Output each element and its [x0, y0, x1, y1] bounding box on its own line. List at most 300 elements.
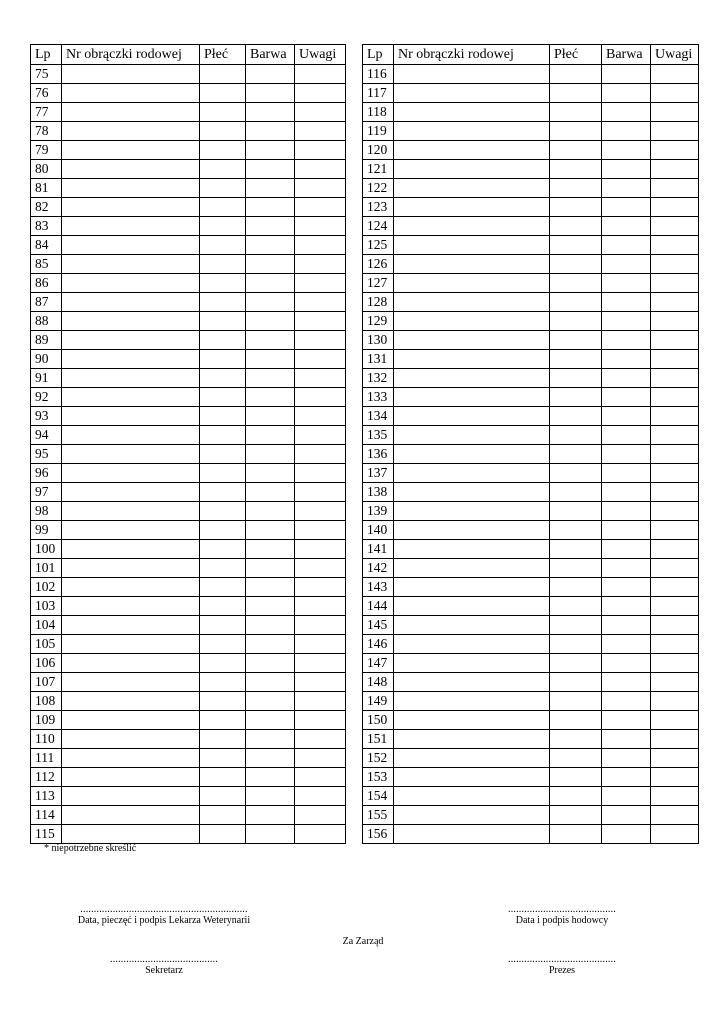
sex-cell[interactable] — [200, 806, 246, 825]
color-cell[interactable] — [602, 388, 651, 407]
color-cell[interactable] — [602, 217, 651, 236]
notes-cell[interactable] — [295, 179, 346, 198]
color-cell[interactable] — [602, 654, 651, 673]
notes-cell[interactable] — [651, 483, 699, 502]
sex-cell[interactable] — [200, 692, 246, 711]
ring-number-cell[interactable] — [62, 426, 200, 445]
sex-cell[interactable] — [200, 483, 246, 502]
sex-cell[interactable] — [550, 293, 602, 312]
color-cell[interactable] — [602, 293, 651, 312]
sex-cell[interactable] — [550, 464, 602, 483]
sex-cell[interactable] — [550, 369, 602, 388]
notes-cell[interactable] — [295, 635, 346, 654]
ring-number-cell[interactable] — [62, 65, 200, 84]
notes-cell[interactable] — [651, 806, 699, 825]
color-cell[interactable] — [602, 673, 651, 692]
ring-number-cell[interactable] — [394, 692, 550, 711]
notes-cell[interactable] — [651, 331, 699, 350]
ring-number-cell[interactable] — [62, 255, 200, 274]
sex-cell[interactable] — [550, 312, 602, 331]
sex-cell[interactable] — [550, 654, 602, 673]
notes-cell[interactable] — [295, 749, 346, 768]
notes-cell[interactable] — [295, 692, 346, 711]
sex-cell[interactable] — [200, 673, 246, 692]
color-cell[interactable] — [602, 806, 651, 825]
notes-cell[interactable] — [295, 559, 346, 578]
sex-cell[interactable] — [550, 122, 602, 141]
sex-cell[interactable] — [200, 464, 246, 483]
color-cell[interactable] — [602, 502, 651, 521]
ring-number-cell[interactable] — [394, 502, 550, 521]
ring-number-cell[interactable] — [394, 540, 550, 559]
color-cell[interactable] — [246, 578, 295, 597]
color-cell[interactable] — [246, 122, 295, 141]
notes-cell[interactable] — [295, 103, 346, 122]
notes-cell[interactable] — [295, 84, 346, 103]
color-cell[interactable] — [246, 787, 295, 806]
sex-cell[interactable] — [200, 236, 246, 255]
color-cell[interactable] — [246, 293, 295, 312]
notes-cell[interactable] — [295, 331, 346, 350]
notes-cell[interactable] — [651, 616, 699, 635]
sex-cell[interactable] — [200, 749, 246, 768]
sex-cell[interactable] — [550, 274, 602, 293]
notes-cell[interactable] — [295, 369, 346, 388]
sex-cell[interactable] — [200, 407, 246, 426]
ring-number-cell[interactable] — [394, 217, 550, 236]
sex-cell[interactable] — [200, 198, 246, 217]
ring-number-cell[interactable] — [394, 483, 550, 502]
notes-cell[interactable] — [651, 635, 699, 654]
ring-number-cell[interactable] — [62, 445, 200, 464]
notes-cell[interactable] — [651, 559, 699, 578]
sex-cell[interactable] — [550, 388, 602, 407]
ring-number-cell[interactable] — [394, 578, 550, 597]
color-cell[interactable] — [602, 103, 651, 122]
color-cell[interactable] — [246, 597, 295, 616]
ring-number-cell[interactable] — [394, 825, 550, 844]
color-cell[interactable] — [602, 540, 651, 559]
sex-cell[interactable] — [550, 787, 602, 806]
ring-number-cell[interactable] — [394, 407, 550, 426]
sex-cell[interactable] — [550, 692, 602, 711]
ring-number-cell[interactable] — [62, 787, 200, 806]
notes-cell[interactable] — [651, 597, 699, 616]
ring-number-cell[interactable] — [394, 236, 550, 255]
ring-number-cell[interactable] — [62, 635, 200, 654]
color-cell[interactable] — [246, 217, 295, 236]
notes-cell[interactable] — [651, 217, 699, 236]
sex-cell[interactable] — [550, 236, 602, 255]
color-cell[interactable] — [246, 445, 295, 464]
ring-number-cell[interactable] — [394, 369, 550, 388]
color-cell[interactable] — [602, 350, 651, 369]
color-cell[interactable] — [602, 179, 651, 198]
notes-cell[interactable] — [295, 673, 346, 692]
color-cell[interactable] — [602, 521, 651, 540]
ring-number-cell[interactable] — [62, 312, 200, 331]
sex-cell[interactable] — [200, 312, 246, 331]
ring-number-cell[interactable] — [62, 502, 200, 521]
notes-cell[interactable] — [651, 787, 699, 806]
ring-number-cell[interactable] — [394, 65, 550, 84]
ring-number-cell[interactable] — [394, 179, 550, 198]
ring-number-cell[interactable] — [394, 160, 550, 179]
color-cell[interactable] — [602, 160, 651, 179]
ring-number-cell[interactable] — [62, 559, 200, 578]
sex-cell[interactable] — [200, 502, 246, 521]
color-cell[interactable] — [246, 84, 295, 103]
sex-cell[interactable] — [550, 483, 602, 502]
ring-number-cell[interactable] — [394, 312, 550, 331]
ring-number-cell[interactable] — [62, 654, 200, 673]
notes-cell[interactable] — [295, 217, 346, 236]
sex-cell[interactable] — [550, 673, 602, 692]
color-cell[interactable] — [246, 464, 295, 483]
ring-number-cell[interactable] — [62, 293, 200, 312]
notes-cell[interactable] — [295, 141, 346, 160]
sex-cell[interactable] — [550, 768, 602, 787]
notes-cell[interactable] — [651, 160, 699, 179]
sex-cell[interactable] — [200, 559, 246, 578]
sex-cell[interactable] — [550, 84, 602, 103]
sex-cell[interactable] — [200, 388, 246, 407]
color-cell[interactable] — [602, 312, 651, 331]
sex-cell[interactable] — [200, 521, 246, 540]
notes-cell[interactable] — [651, 293, 699, 312]
sex-cell[interactable] — [200, 426, 246, 445]
sex-cell[interactable] — [550, 711, 602, 730]
ring-number-cell[interactable] — [62, 236, 200, 255]
color-cell[interactable] — [246, 806, 295, 825]
notes-cell[interactable] — [295, 426, 346, 445]
color-cell[interactable] — [246, 521, 295, 540]
color-cell[interactable] — [246, 160, 295, 179]
sex-cell[interactable] — [550, 407, 602, 426]
ring-number-cell[interactable] — [62, 198, 200, 217]
sex-cell[interactable] — [200, 217, 246, 236]
sex-cell[interactable] — [550, 616, 602, 635]
ring-number-cell[interactable] — [62, 749, 200, 768]
notes-cell[interactable] — [295, 825, 346, 844]
notes-cell[interactable] — [295, 711, 346, 730]
notes-cell[interactable] — [295, 597, 346, 616]
notes-cell[interactable] — [295, 388, 346, 407]
notes-cell[interactable] — [651, 711, 699, 730]
ring-number-cell[interactable] — [62, 103, 200, 122]
ring-number-cell[interactable] — [62, 84, 200, 103]
sex-cell[interactable] — [200, 350, 246, 369]
notes-cell[interactable] — [651, 730, 699, 749]
ring-number-cell[interactable] — [62, 160, 200, 179]
color-cell[interactable] — [602, 236, 651, 255]
sex-cell[interactable] — [550, 578, 602, 597]
notes-cell[interactable] — [651, 198, 699, 217]
notes-cell[interactable] — [295, 160, 346, 179]
color-cell[interactable] — [602, 616, 651, 635]
notes-cell[interactable] — [295, 236, 346, 255]
ring-number-cell[interactable] — [62, 806, 200, 825]
ring-number-cell[interactable] — [62, 179, 200, 198]
ring-number-cell[interactable] — [62, 369, 200, 388]
sex-cell[interactable] — [550, 521, 602, 540]
notes-cell[interactable] — [651, 274, 699, 293]
sex-cell[interactable] — [550, 103, 602, 122]
ring-number-cell[interactable] — [62, 825, 200, 844]
color-cell[interactable] — [246, 274, 295, 293]
color-cell[interactable] — [246, 103, 295, 122]
notes-cell[interactable] — [295, 730, 346, 749]
sex-cell[interactable] — [200, 122, 246, 141]
notes-cell[interactable] — [295, 540, 346, 559]
sex-cell[interactable] — [200, 654, 246, 673]
ring-number-cell[interactable] — [394, 388, 550, 407]
notes-cell[interactable] — [651, 84, 699, 103]
ring-number-cell[interactable] — [394, 730, 550, 749]
color-cell[interactable] — [602, 597, 651, 616]
ring-number-cell[interactable] — [62, 692, 200, 711]
sex-cell[interactable] — [200, 103, 246, 122]
color-cell[interactable] — [246, 255, 295, 274]
notes-cell[interactable] — [295, 293, 346, 312]
notes-cell[interactable] — [651, 768, 699, 787]
notes-cell[interactable] — [651, 312, 699, 331]
notes-cell[interactable] — [651, 236, 699, 255]
notes-cell[interactable] — [295, 464, 346, 483]
sex-cell[interactable] — [200, 255, 246, 274]
notes-cell[interactable] — [651, 464, 699, 483]
color-cell[interactable] — [246, 179, 295, 198]
sex-cell[interactable] — [550, 217, 602, 236]
ring-number-cell[interactable] — [394, 711, 550, 730]
notes-cell[interactable] — [651, 521, 699, 540]
notes-cell[interactable] — [651, 673, 699, 692]
ring-number-cell[interactable] — [62, 274, 200, 293]
color-cell[interactable] — [246, 616, 295, 635]
notes-cell[interactable] — [295, 122, 346, 141]
color-cell[interactable] — [602, 369, 651, 388]
ring-number-cell[interactable] — [394, 559, 550, 578]
color-cell[interactable] — [602, 559, 651, 578]
ring-number-cell[interactable] — [394, 103, 550, 122]
color-cell[interactable] — [602, 198, 651, 217]
notes-cell[interactable] — [651, 65, 699, 84]
notes-cell[interactable] — [651, 692, 699, 711]
color-cell[interactable] — [246, 388, 295, 407]
notes-cell[interactable] — [295, 445, 346, 464]
color-cell[interactable] — [246, 635, 295, 654]
notes-cell[interactable] — [295, 198, 346, 217]
sex-cell[interactable] — [200, 65, 246, 84]
sex-cell[interactable] — [200, 331, 246, 350]
sex-cell[interactable] — [550, 198, 602, 217]
notes-cell[interactable] — [295, 521, 346, 540]
ring-number-cell[interactable] — [394, 293, 550, 312]
color-cell[interactable] — [602, 787, 651, 806]
color-cell[interactable] — [246, 312, 295, 331]
sex-cell[interactable] — [550, 540, 602, 559]
sex-cell[interactable] — [550, 445, 602, 464]
ring-number-cell[interactable] — [62, 578, 200, 597]
notes-cell[interactable] — [651, 407, 699, 426]
notes-cell[interactable] — [651, 122, 699, 141]
ring-number-cell[interactable] — [62, 673, 200, 692]
sex-cell[interactable] — [200, 84, 246, 103]
color-cell[interactable] — [602, 84, 651, 103]
color-cell[interactable] — [602, 445, 651, 464]
color-cell[interactable] — [246, 236, 295, 255]
sex-cell[interactable] — [200, 635, 246, 654]
notes-cell[interactable] — [295, 274, 346, 293]
ring-number-cell[interactable] — [394, 616, 550, 635]
color-cell[interactable] — [602, 407, 651, 426]
sex-cell[interactable] — [550, 331, 602, 350]
ring-number-cell[interactable] — [394, 198, 550, 217]
color-cell[interactable] — [246, 768, 295, 787]
sex-cell[interactable] — [200, 711, 246, 730]
ring-number-cell[interactable] — [394, 122, 550, 141]
color-cell[interactable] — [602, 768, 651, 787]
ring-number-cell[interactable] — [394, 445, 550, 464]
ring-number-cell[interactable] — [394, 597, 550, 616]
ring-number-cell[interactable] — [394, 84, 550, 103]
color-cell[interactable] — [246, 559, 295, 578]
color-cell[interactable] — [246, 198, 295, 217]
sex-cell[interactable] — [550, 179, 602, 198]
ring-number-cell[interactable] — [62, 407, 200, 426]
color-cell[interactable] — [246, 331, 295, 350]
notes-cell[interactable] — [295, 65, 346, 84]
color-cell[interactable] — [602, 255, 651, 274]
color-cell[interactable] — [246, 350, 295, 369]
ring-number-cell[interactable] — [394, 255, 550, 274]
color-cell[interactable] — [246, 502, 295, 521]
ring-number-cell[interactable] — [394, 749, 550, 768]
notes-cell[interactable] — [651, 179, 699, 198]
notes-cell[interactable] — [651, 654, 699, 673]
sex-cell[interactable] — [550, 597, 602, 616]
color-cell[interactable] — [246, 730, 295, 749]
ring-number-cell[interactable] — [394, 768, 550, 787]
ring-number-cell[interactable] — [394, 654, 550, 673]
ring-number-cell[interactable] — [394, 274, 550, 293]
sex-cell[interactable] — [550, 825, 602, 844]
notes-cell[interactable] — [295, 483, 346, 502]
notes-cell[interactable] — [651, 388, 699, 407]
sex-cell[interactable] — [200, 369, 246, 388]
color-cell[interactable] — [602, 464, 651, 483]
ring-number-cell[interactable] — [62, 730, 200, 749]
sex-cell[interactable] — [200, 578, 246, 597]
notes-cell[interactable] — [651, 749, 699, 768]
notes-cell[interactable] — [295, 787, 346, 806]
sex-cell[interactable] — [550, 730, 602, 749]
sex-cell[interactable] — [550, 160, 602, 179]
ring-number-cell[interactable] — [62, 483, 200, 502]
ring-number-cell[interactable] — [62, 331, 200, 350]
sex-cell[interactable] — [200, 274, 246, 293]
ring-number-cell[interactable] — [62, 597, 200, 616]
notes-cell[interactable] — [651, 445, 699, 464]
color-cell[interactable] — [246, 540, 295, 559]
sex-cell[interactable] — [200, 141, 246, 160]
ring-number-cell[interactable] — [62, 388, 200, 407]
notes-cell[interactable] — [651, 426, 699, 445]
color-cell[interactable] — [246, 654, 295, 673]
notes-cell[interactable] — [295, 806, 346, 825]
sex-cell[interactable] — [550, 255, 602, 274]
ring-number-cell[interactable] — [62, 711, 200, 730]
notes-cell[interactable] — [651, 255, 699, 274]
color-cell[interactable] — [602, 141, 651, 160]
ring-number-cell[interactable] — [394, 787, 550, 806]
color-cell[interactable] — [246, 673, 295, 692]
ring-number-cell[interactable] — [394, 350, 550, 369]
ring-number-cell[interactable] — [62, 141, 200, 160]
ring-number-cell[interactable] — [62, 217, 200, 236]
sex-cell[interactable] — [200, 787, 246, 806]
ring-number-cell[interactable] — [394, 806, 550, 825]
ring-number-cell[interactable] — [62, 540, 200, 559]
sex-cell[interactable] — [200, 179, 246, 198]
color-cell[interactable] — [602, 578, 651, 597]
sex-cell[interactable] — [200, 616, 246, 635]
ring-number-cell[interactable] — [394, 521, 550, 540]
notes-cell[interactable] — [295, 502, 346, 521]
color-cell[interactable] — [246, 483, 295, 502]
sex-cell[interactable] — [550, 806, 602, 825]
ring-number-cell[interactable] — [394, 426, 550, 445]
ring-number-cell[interactable] — [62, 464, 200, 483]
sex-cell[interactable] — [200, 160, 246, 179]
color-cell[interactable] — [246, 141, 295, 160]
notes-cell[interactable] — [651, 825, 699, 844]
notes-cell[interactable] — [651, 103, 699, 122]
sex-cell[interactable] — [550, 749, 602, 768]
sex-cell[interactable] — [550, 502, 602, 521]
color-cell[interactable] — [246, 692, 295, 711]
color-cell[interactable] — [246, 825, 295, 844]
sex-cell[interactable] — [200, 445, 246, 464]
color-cell[interactable] — [602, 711, 651, 730]
color-cell[interactable] — [602, 749, 651, 768]
sex-cell[interactable] — [200, 293, 246, 312]
notes-cell[interactable] — [651, 350, 699, 369]
color-cell[interactable] — [602, 65, 651, 84]
sex-cell[interactable] — [550, 350, 602, 369]
ring-number-cell[interactable] — [62, 521, 200, 540]
ring-number-cell[interactable] — [62, 616, 200, 635]
notes-cell[interactable] — [295, 654, 346, 673]
sex-cell[interactable] — [200, 540, 246, 559]
notes-cell[interactable] — [651, 540, 699, 559]
color-cell[interactable] — [246, 369, 295, 388]
color-cell[interactable] — [602, 274, 651, 293]
color-cell[interactable] — [246, 65, 295, 84]
sex-cell[interactable] — [550, 635, 602, 654]
color-cell[interactable] — [246, 749, 295, 768]
notes-cell[interactable] — [651, 578, 699, 597]
sex-cell[interactable] — [200, 730, 246, 749]
ring-number-cell[interactable] — [394, 141, 550, 160]
notes-cell[interactable] — [651, 141, 699, 160]
color-cell[interactable] — [246, 426, 295, 445]
ring-number-cell[interactable] — [62, 768, 200, 787]
ring-number-cell[interactable] — [394, 635, 550, 654]
notes-cell[interactable] — [651, 369, 699, 388]
sex-cell[interactable] — [200, 597, 246, 616]
sex-cell[interactable] — [200, 825, 246, 844]
